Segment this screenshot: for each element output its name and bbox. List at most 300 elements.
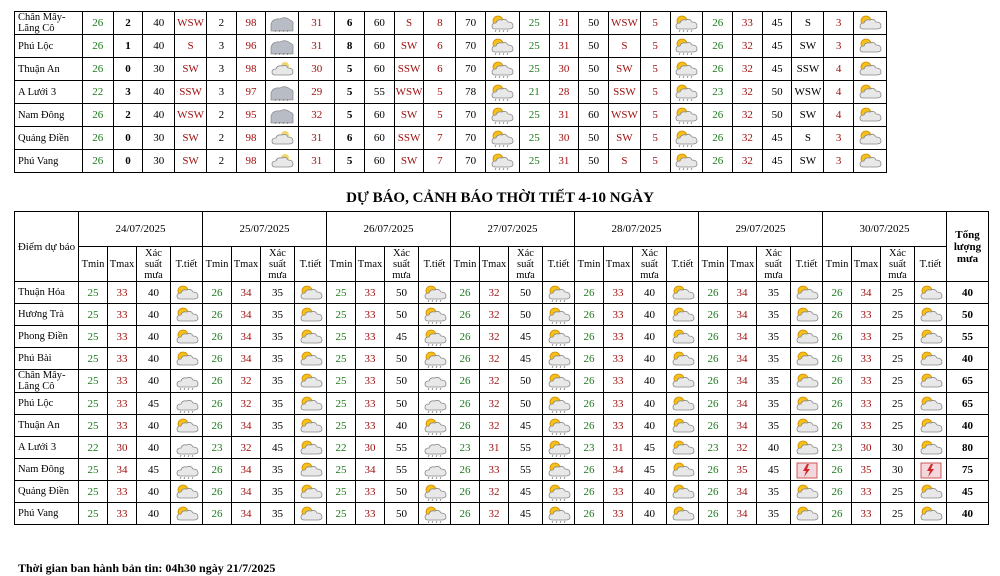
tmin-value: 26 — [575, 304, 604, 326]
sun-cloud-rain-icon — [489, 83, 515, 101]
date-header: 27/07/2025 — [451, 212, 575, 247]
weather-cell — [670, 150, 703, 173]
sun-cloud-rain-icon — [422, 417, 448, 435]
weather-cell — [266, 12, 299, 35]
sun-cloud-icon — [298, 417, 324, 435]
weather-cell — [419, 481, 451, 503]
sun-cloud-icon — [298, 439, 324, 457]
value: 3 — [206, 35, 236, 58]
sun-cloud-icon — [918, 306, 944, 324]
tmin-value: 26 — [699, 393, 728, 415]
location-name: Phú Vang — [15, 503, 79, 525]
table-row — [15, 58, 887, 81]
tmin-value: 25 — [79, 326, 108, 348]
tmin-value: 25 — [79, 370, 108, 393]
weather-cell — [667, 282, 699, 304]
sun-cloud-icon — [918, 328, 944, 346]
rain-probability-header: Xác suất mưa — [509, 247, 543, 282]
rain-probability-value: 35 — [757, 415, 791, 437]
tmax-value: 32 — [728, 437, 757, 459]
value: 26 — [82, 12, 113, 35]
value: 5 — [424, 104, 456, 127]
tmin-value: 26 — [451, 459, 480, 481]
value: 2 — [206, 12, 236, 35]
weather-cell — [854, 127, 887, 150]
weather-cell — [854, 12, 887, 35]
rain-probability-value: 40 — [633, 415, 667, 437]
tmin-value: 25 — [79, 393, 108, 415]
tmax-value: 34 — [604, 459, 633, 481]
rain-probability-value: 35 — [261, 326, 295, 348]
rain-probability-header: Xác suất mưa — [137, 247, 171, 282]
total-rain-value: 65 — [947, 370, 989, 393]
tmin-value: 25 — [327, 348, 356, 370]
current-forecast-table — [14, 11, 887, 173]
sun-cloud-icon — [174, 417, 200, 435]
tmax-value: 34 — [728, 282, 757, 304]
weather-cell — [419, 326, 451, 348]
sun-cloud-icon — [670, 461, 696, 479]
tmin-value: 22 — [79, 437, 108, 459]
tmin-value: 25 — [327, 415, 356, 437]
rain-probability-value: 25 — [881, 415, 915, 437]
rain-probability-value: 40 — [137, 282, 171, 304]
tmin-value: 23 — [203, 437, 232, 459]
weather-cell — [419, 503, 451, 525]
value: 22 — [82, 81, 113, 104]
weather-cell — [791, 503, 823, 525]
value: 3 — [824, 150, 854, 173]
rain-probability-value: 35 — [757, 348, 791, 370]
rain-probability-value: 25 — [881, 370, 915, 393]
total-rain-value: 75 — [947, 459, 989, 481]
tmax-value: 33 — [604, 282, 633, 304]
forecast-table-header — [15, 212, 989, 282]
table-row — [15, 415, 989, 437]
rain-probability-value: 25 — [881, 348, 915, 370]
rain-probability-value: 35 — [757, 393, 791, 415]
value: 25 — [519, 35, 549, 58]
date-header-row — [15, 212, 989, 247]
tmax-value: 33 — [108, 304, 137, 326]
weather-cell — [171, 282, 203, 304]
sun-cloud-icon — [794, 372, 820, 390]
rain-probability-value: 35 — [261, 393, 295, 415]
rain-probability-value: 30 — [881, 459, 915, 481]
tmax-value: 33 — [852, 326, 881, 348]
rain-probability-value: 40 — [757, 437, 791, 459]
value: 30 — [143, 58, 175, 81]
weather-cell — [419, 437, 451, 459]
weather-cell — [295, 326, 327, 348]
location-name: Quảng Điền — [15, 481, 79, 503]
tmax-value: 33 — [108, 348, 137, 370]
wind-direction: SW — [175, 58, 207, 81]
value: 26 — [703, 12, 733, 35]
temperature: 30 — [299, 58, 335, 81]
location-name: Chân Mây-Lăng Cô — [15, 370, 79, 393]
tmin-header: Tmin — [575, 247, 604, 282]
weather-cell — [171, 304, 203, 326]
sun-cloud-icon — [670, 439, 696, 457]
value: 7 — [424, 150, 456, 173]
location-name: Thuận Hóa — [15, 282, 79, 304]
tmin-header: Tmin — [203, 247, 232, 282]
weather-cell — [419, 459, 451, 481]
weather-cell — [543, 370, 575, 393]
sun-cloud-icon — [298, 461, 324, 479]
weather-cell — [670, 35, 703, 58]
value: 25 — [519, 12, 549, 35]
forecast-4-10-days-table — [14, 211, 989, 525]
table-row — [15, 393, 989, 415]
humidity: 98 — [236, 58, 266, 81]
sun-cloud-rain-icon — [546, 284, 572, 302]
value: 8 — [335, 35, 365, 58]
rain-probability-value: 40 — [137, 326, 171, 348]
sun-cloud-icon — [857, 152, 883, 170]
value: 32 — [733, 127, 763, 150]
location-name: Phú Lộc — [15, 393, 79, 415]
humidity: 70 — [456, 127, 486, 150]
value: 45 — [762, 35, 792, 58]
weather-cell — [791, 393, 823, 415]
humidity: 70 — [456, 35, 486, 58]
tmax-value: 33 — [356, 304, 385, 326]
sun-cloud-icon — [298, 483, 324, 501]
sun-cloud-icon — [918, 395, 944, 413]
value: 50 — [579, 58, 609, 81]
value: 30 — [549, 127, 579, 150]
sun-cloud-icon — [918, 505, 944, 523]
tmin-value: 25 — [327, 304, 356, 326]
cloud-rain-icon — [422, 395, 448, 413]
weather-cell — [667, 437, 699, 459]
tmax-value: 31 — [604, 437, 633, 459]
sun-cloud-icon — [298, 505, 324, 523]
tmax-value: 32 — [480, 326, 509, 348]
tmax-value: 34 — [232, 459, 261, 481]
value: 4 — [824, 58, 854, 81]
weather-cell — [667, 304, 699, 326]
weather-cell — [295, 415, 327, 437]
tmax-value: 33 — [852, 348, 881, 370]
weather-header: T.tiết — [171, 247, 203, 282]
tmin-value: 26 — [699, 415, 728, 437]
value: 32 — [733, 150, 763, 173]
tmax-value: 30 — [108, 437, 137, 459]
wind-direction: SW — [394, 150, 424, 173]
sun-cloud-icon — [670, 505, 696, 523]
tmax-value: 35 — [728, 459, 757, 481]
value: 26 — [703, 104, 733, 127]
humidity: 96 — [236, 35, 266, 58]
sun-cloud-icon — [794, 395, 820, 413]
weather-cell — [295, 481, 327, 503]
sun-cloud-icon — [857, 37, 883, 55]
weather-cell — [295, 370, 327, 393]
weather-cell — [543, 481, 575, 503]
sun-cloud-icon — [670, 306, 696, 324]
rain-probability-value: 35 — [757, 326, 791, 348]
value: 6 — [335, 127, 365, 150]
sun-cloud-icon — [298, 372, 324, 390]
value: 60 — [579, 104, 609, 127]
wind-direction: SSW — [175, 81, 207, 104]
tmin-value: 25 — [327, 393, 356, 415]
location-name: Phong Điền — [15, 326, 79, 348]
table-row — [15, 35, 887, 58]
sun-cloud-icon — [794, 483, 820, 501]
weather-cell — [667, 415, 699, 437]
sun-cloud-icon — [857, 60, 883, 78]
tmax-value: 33 — [604, 370, 633, 393]
weather-cell — [266, 150, 299, 173]
tmax-header: Tmax — [232, 247, 261, 282]
cloud-rain-icon — [422, 461, 448, 479]
rain-probability-value: 45 — [509, 348, 543, 370]
tmax-value: 34 — [852, 282, 881, 304]
tmax-value: 32 — [232, 437, 261, 459]
tmax-value: 33 — [356, 503, 385, 525]
tmax-header: Tmax — [480, 247, 509, 282]
wind-direction: S — [394, 12, 424, 35]
tmin-value: 26 — [575, 393, 604, 415]
weather-cell — [915, 393, 947, 415]
rain-probability-value: 50 — [385, 348, 419, 370]
weather-cell — [667, 481, 699, 503]
value: 8 — [424, 12, 456, 35]
weather-cell — [915, 370, 947, 393]
tmin-value: 26 — [699, 459, 728, 481]
rain-probability-value: 25 — [881, 393, 915, 415]
rain-probability-value: 25 — [881, 326, 915, 348]
value: 28 — [549, 81, 579, 104]
rain-probability-value: 35 — [261, 503, 295, 525]
tmin-value: 23 — [823, 437, 852, 459]
tmax-value: 32 — [480, 481, 509, 503]
sun-cloud-icon — [857, 129, 883, 147]
weather-cell — [485, 58, 519, 81]
weather-cell — [543, 459, 575, 481]
weather-cell — [419, 282, 451, 304]
rain-probability-value: 50 — [509, 370, 543, 393]
humidity: 70 — [456, 58, 486, 81]
sun-cloud-rain-icon — [422, 328, 448, 346]
temperature: 31 — [299, 12, 335, 35]
weather-cell — [543, 393, 575, 415]
rain-probability-value: 50 — [385, 481, 419, 503]
value: 60 — [365, 150, 395, 173]
rain-probability-value: 50 — [385, 370, 419, 393]
value: 25 — [519, 58, 549, 81]
tmin-header: Tmin — [823, 247, 852, 282]
weather-cell — [915, 348, 947, 370]
value: 30 — [143, 150, 175, 173]
weather-cell — [485, 35, 519, 58]
weather-cell — [295, 304, 327, 326]
sun-cloud-rain-icon — [546, 505, 572, 523]
value: 50 — [579, 150, 609, 173]
tmin-value: 26 — [451, 282, 480, 304]
weather-cell — [791, 304, 823, 326]
weather-cell — [171, 481, 203, 503]
weather-cell — [667, 459, 699, 481]
cloud-sun-light-icon — [269, 152, 295, 170]
value: 21 — [519, 81, 549, 104]
tmin-value: 26 — [575, 415, 604, 437]
value: 26 — [82, 127, 113, 150]
sun-cloud-rain-icon — [673, 129, 699, 147]
value: 30 — [549, 58, 579, 81]
weather-cell — [791, 326, 823, 348]
tmax-value: 34 — [728, 393, 757, 415]
value: 50 — [579, 12, 609, 35]
weather-cell — [791, 348, 823, 370]
tmin-value: 26 — [203, 481, 232, 503]
current-forecast-body — [15, 12, 887, 173]
value: 26 — [82, 104, 113, 127]
weather-cell — [670, 12, 703, 35]
location-name: Thuận An — [15, 58, 83, 81]
issue-time-footer: Thời gian ban hành bản tin: 04h30 ngày 21/7/2025 — [18, 561, 276, 575]
total-rain-value: 65 — [947, 393, 989, 415]
sun-cloud-icon — [918, 350, 944, 368]
sun-cloud-icon — [298, 328, 324, 346]
weather-cell — [266, 104, 299, 127]
value: 5 — [640, 58, 670, 81]
sun-cloud-rain-icon — [673, 60, 699, 78]
sun-cloud-icon — [298, 284, 324, 302]
sun-cloud-icon — [670, 372, 696, 390]
tmax-value: 34 — [728, 304, 757, 326]
sun-cloud-icon — [794, 417, 820, 435]
tmin-value: 26 — [699, 370, 728, 393]
rain-icon — [269, 37, 295, 55]
temperature: 31 — [299, 35, 335, 58]
weather-cell — [667, 348, 699, 370]
tmax-value: 33 — [108, 370, 137, 393]
table-row — [15, 304, 989, 326]
weather-cell — [791, 437, 823, 459]
wind-direction: SW — [394, 104, 424, 127]
wind-direction: SSW — [792, 58, 824, 81]
value: 32 — [733, 81, 763, 104]
tmax-value: 34 — [728, 370, 757, 393]
sun-cloud-rain-icon — [489, 37, 515, 55]
rain-probability-value: 50 — [385, 304, 419, 326]
page-title: DỰ BÁO, CẢNH BÁO THỜI TIẾT 4-10 NGÀY — [346, 190, 654, 206]
value: 26 — [82, 150, 113, 173]
value: 6 — [335, 12, 365, 35]
value: 45 — [762, 150, 792, 173]
tmin-value: 26 — [575, 326, 604, 348]
tmin-value: 26 — [203, 459, 232, 481]
tmin-value: 26 — [575, 282, 604, 304]
value: 26 — [82, 58, 113, 81]
location-name: A Lưới 3 — [15, 437, 79, 459]
tmin-value: 26 — [203, 348, 232, 370]
tmax-value: 33 — [108, 415, 137, 437]
rain-probability-value: 45 — [509, 415, 543, 437]
table-row — [15, 282, 989, 304]
rain-icon — [269, 83, 295, 101]
rain-probability-value: 45 — [509, 326, 543, 348]
rain-probability-value: 45 — [633, 459, 667, 481]
sun-cloud-rain-icon — [546, 461, 572, 479]
weather-cell — [915, 481, 947, 503]
tmin-value: 26 — [823, 393, 852, 415]
weather-cell — [915, 459, 947, 481]
humidity: 98 — [236, 12, 266, 35]
location-name: Phú Lộc — [15, 35, 83, 58]
tmax-value: 33 — [604, 393, 633, 415]
rain-probability-value: 25 — [881, 503, 915, 525]
tmin-value: 25 — [327, 481, 356, 503]
value: 25 — [519, 150, 549, 173]
weather-cell — [419, 393, 451, 415]
tmax-value: 32 — [232, 370, 261, 393]
tmax-value: 33 — [108, 481, 137, 503]
sun-cloud-icon — [918, 483, 944, 501]
value: 31 — [549, 12, 579, 35]
sun-cloud-rain-icon — [546, 306, 572, 324]
weather-cell — [419, 348, 451, 370]
rain-probability-value: 40 — [137, 415, 171, 437]
tmax-value: 34 — [232, 326, 261, 348]
tmin-value: 26 — [575, 370, 604, 393]
sun-cloud-icon — [670, 350, 696, 368]
rain-probability-value: 50 — [509, 282, 543, 304]
rain-icon — [269, 106, 295, 124]
tmin-header: Tmin — [699, 247, 728, 282]
wind-direction: WSW — [608, 12, 640, 35]
rain-probability-value: 55 — [509, 437, 543, 459]
rain-probability-value: 35 — [261, 459, 295, 481]
table-row — [15, 370, 989, 393]
cloud-rain-icon — [422, 372, 448, 390]
weather-cell — [667, 393, 699, 415]
tmin-value: 26 — [451, 481, 480, 503]
value: 5 — [640, 127, 670, 150]
tmin-value: 26 — [575, 481, 604, 503]
value: 40 — [143, 104, 175, 127]
value: 33 — [733, 12, 763, 35]
value: 3 — [206, 58, 236, 81]
sun-cloud-rain-icon — [546, 328, 572, 346]
value: 50 — [579, 81, 609, 104]
tmin-value: 25 — [79, 304, 108, 326]
wind-direction: WSW — [175, 104, 207, 127]
wind-direction: S — [175, 35, 207, 58]
sun-cloud-rain-icon — [489, 60, 515, 78]
weather-cell — [485, 150, 519, 173]
value: 2 — [113, 12, 143, 35]
humidity: 70 — [456, 12, 486, 35]
tmax-value: 31 — [480, 437, 509, 459]
weather-cell — [543, 437, 575, 459]
location-name: Chân Mây-Lăng Cô — [15, 12, 83, 35]
rain-probability-value: 45 — [385, 326, 419, 348]
value: 6 — [424, 35, 456, 58]
sun-cloud-icon — [794, 306, 820, 324]
sun-cloud-rain-icon — [546, 483, 572, 501]
tmax-value: 33 — [852, 415, 881, 437]
sun-cloud-rain-icon — [673, 37, 699, 55]
sun-cloud-rain-icon — [673, 152, 699, 170]
value: 60 — [365, 12, 395, 35]
value: 50 — [762, 104, 792, 127]
